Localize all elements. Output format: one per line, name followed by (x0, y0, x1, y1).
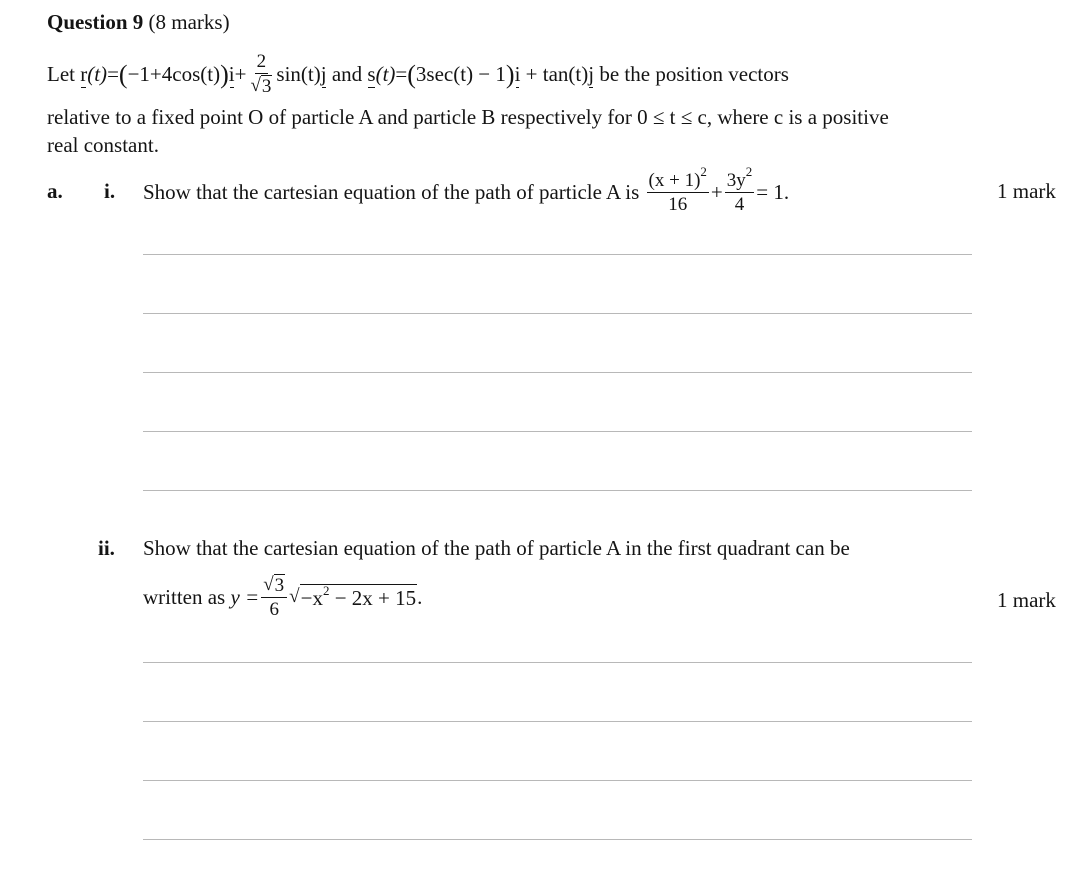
six-denominator: 6 (269, 599, 279, 620)
question-marks: (8 marks) (148, 10, 230, 34)
part-a-ii-line-2 (143, 566, 422, 628)
answer-line[interactable] (143, 839, 972, 840)
fraction-x-plus-1 (647, 164, 709, 215)
sqrt-inner (300, 584, 418, 611)
frac1-denominator: 16 (668, 193, 688, 215)
answer-line[interactable] (143, 254, 972, 255)
frac-denominator (248, 74, 274, 97)
sqrt-symbol-3: √ (289, 585, 300, 607)
two-over-root-three (248, 51, 274, 97)
vector-i: i (228, 62, 235, 86)
sqrt-value: 3 (261, 76, 272, 97)
answer-line[interactable] (143, 372, 972, 373)
answer-line[interactable] (143, 721, 972, 722)
sqrt-symbol-2: √ (263, 574, 274, 595)
intro-line-2: relative to a fixed point O of particle A and particle B respectively for 0 ≤ t ≤ c, where c is a positive (47, 105, 889, 129)
vector-j: j (320, 62, 327, 86)
r-expr-inner: −1+4cos(t) (127, 62, 221, 86)
part-a-i-text: Show that the cartesian equation of the path of particle A is (143, 180, 640, 204)
answer-line[interactable] (143, 780, 972, 781)
sin-part: sin(t) (276, 62, 321, 86)
part-a-i-question (143, 164, 789, 220)
part-a-ii-label: ii. (98, 536, 115, 560)
root3-numerator (261, 574, 287, 598)
part-a-i-marks: 1 mark (997, 179, 1056, 203)
s-open-paren: ( (407, 60, 416, 89)
part-a-ii-marks: 1 mark (997, 588, 1056, 612)
equals-one: = 1. (756, 180, 790, 204)
vector-r: r (80, 62, 88, 86)
sqrt-expression (289, 584, 417, 611)
intro-line-3: real constant. (47, 133, 159, 157)
frac1-sup: 2 (700, 164, 707, 180)
intro-line1-end: be the position vectors (599, 62, 789, 86)
vector-j-2: j (588, 62, 595, 86)
sqrt-inner-a: −x (300, 585, 323, 610)
r-open-paren: ( (118, 60, 128, 89)
s-arg: (t) (375, 62, 396, 86)
tan-part: tan(t) (542, 62, 589, 86)
question-heading (47, 9, 230, 35)
vector-s: s (367, 62, 376, 86)
question-number: Question 9 (47, 10, 144, 34)
frac2-sup: 2 (745, 164, 753, 180)
intro-let: Let (47, 62, 75, 86)
frac2-num-text: 3y (726, 169, 746, 191)
y-equals: y = (230, 585, 260, 609)
sqrt-inner-sup: 2 (322, 582, 330, 598)
fraction-3y2 (725, 164, 755, 215)
s-close-paren: ) (505, 60, 515, 89)
frac1-num-text: (x + 1) (648, 169, 701, 191)
sqrt-value-2: 3 (274, 575, 285, 596)
answer-line[interactable] (143, 313, 972, 314)
part-a-label: a. (47, 179, 63, 203)
part-a-ii-line-1: Show that the cartesian equation of the path of particle A in the first quadrant can be (143, 536, 850, 560)
r-plus: + (234, 62, 247, 86)
intro-and: and (331, 62, 363, 86)
answer-line[interactable] (143, 431, 972, 432)
answer-line[interactable] (143, 662, 972, 663)
s-expr-inner: 3sec(t) − 1 (415, 62, 506, 86)
r-arg: (t) (87, 62, 108, 86)
intro-line-1 (47, 48, 789, 100)
vector-i-2: i (514, 62, 521, 86)
part-a-i-label: i. (104, 179, 116, 203)
frac-plus: + (710, 180, 723, 204)
r-close-paren: ) (220, 60, 229, 89)
frac2-denominator: 4 (734, 193, 745, 215)
answer-line[interactable] (143, 490, 972, 491)
r-equals: = (107, 62, 119, 86)
frac-numerator: 2 (256, 51, 267, 72)
period: . (417, 585, 423, 609)
frac1-numerator (647, 164, 709, 193)
root3-over-6 (261, 574, 287, 620)
s-plus: + (525, 62, 538, 86)
written-as: written as (143, 585, 226, 609)
s-equals: = (395, 62, 408, 86)
sqrt-inner-b: − 2x + 15 (329, 585, 417, 610)
sqrt-symbol: √ (250, 75, 261, 96)
frac2-numerator (725, 164, 755, 193)
